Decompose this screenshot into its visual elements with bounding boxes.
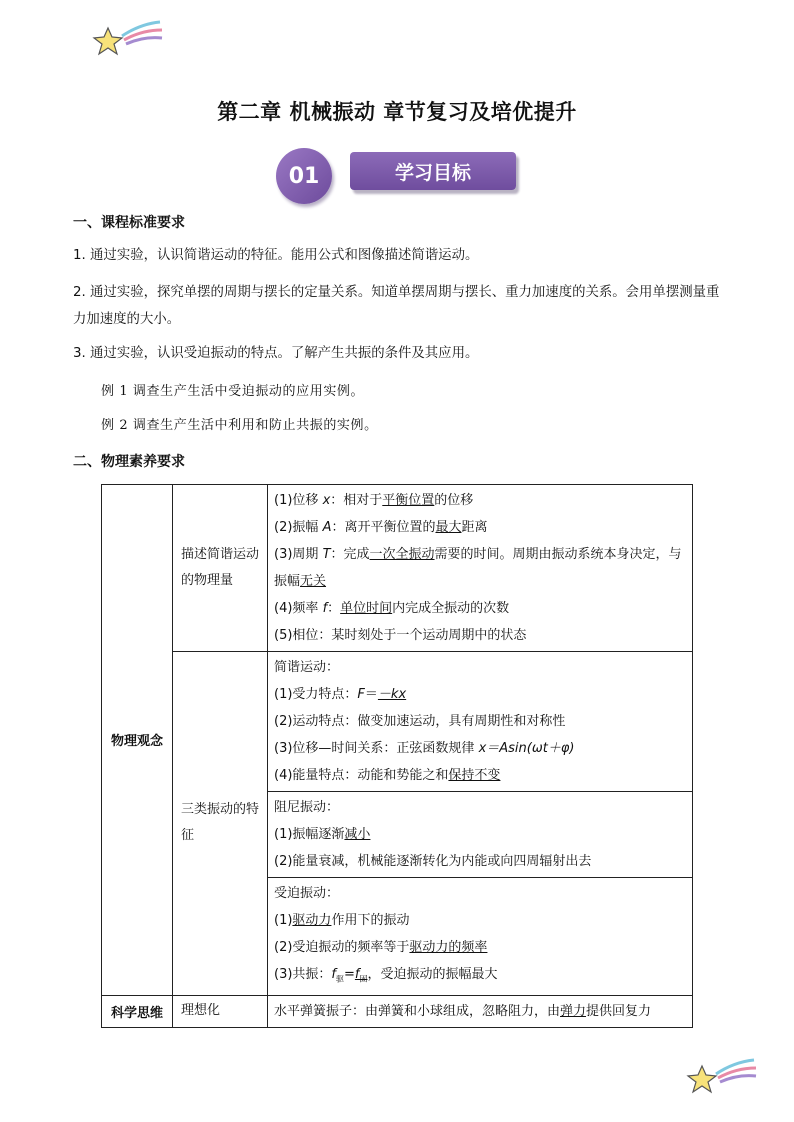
list-item: (3)位移—时间关系：正弦函数规律 x＝Asin(ωt＋φ): [274, 741, 575, 756]
list-item: (1)位移 x：相对于平衡位置的位移: [274, 493, 474, 508]
list-item: 受迫振动：: [274, 886, 340, 901]
content-cell: [268, 995, 693, 1027]
star-icon: [686, 1056, 758, 1098]
list-item: 阻尼振动：: [274, 800, 340, 815]
category-cell: 物理观念: [102, 485, 173, 996]
list-item: 水平弹簧振子：由弹簧和小球组成，忽略阻力，由弹力提供回复力: [274, 1003, 652, 1019]
table-row: [102, 652, 693, 792]
list-item: (2)振幅 A：离开平衡位置的最大距离: [274, 520, 488, 535]
badge-label: 学习目标: [350, 152, 516, 190]
table-row: [102, 485, 693, 652]
section2-heading: 二、物理素养要求: [73, 454, 185, 470]
list-item: (2)受迫振动的频率等于驱动力的频率: [274, 940, 488, 955]
page-title: 第二章 机械振动 章节复习及培优提升: [217, 100, 577, 124]
list-item: (3)周期 T：完成一次全振动需要的时间。周期由振动系统本身决定，与振幅无关: [274, 547, 682, 589]
list-item: (4)能量特点：动能和势能之和保持不变: [274, 768, 501, 783]
section1-heading: 一、课程标准要求: [73, 215, 185, 231]
list-item: (2)运动特点：做变加速运动，具有周期性和对称性: [274, 714, 566, 729]
subcategory-cell: 理想化: [173, 995, 268, 1027]
star-icon: [92, 18, 164, 60]
content-cell: [268, 652, 693, 792]
list-item: (3)共振：$f_驱=f_固$，受迫振动的振幅最大: [274, 967, 498, 984]
list-item: (5)相位：某时刻处于一个运动周期中的状态: [274, 628, 527, 643]
table-row: [102, 995, 693, 1027]
example-2: 例 2 调查生产生活中利用和防止共振的实例。: [101, 418, 378, 433]
content-cell: [268, 878, 693, 996]
content-cell: [268, 485, 693, 652]
list-item: (2)能量衰减，机械能逐渐转化为内能或向四周辐射出去: [274, 854, 592, 869]
category-cell: 科学思维: [102, 995, 173, 1027]
list-item: 简谐运动：: [274, 660, 340, 675]
example-1: 例 1 调查生产生活中受迫振动的应用实例。: [101, 384, 365, 399]
section-badge: [276, 148, 520, 204]
subcategory-cell: 描述简谐运动的物理量: [173, 485, 268, 652]
list-item: (4)频率 f：单位时间内完成全振动的次数: [274, 601, 510, 616]
standard-item-1: 1. 通过实验，认识简谐运动的特征。能用公式和图像描述简谐运动。: [73, 248, 479, 263]
literacy-table: [101, 484, 693, 1028]
list-item: (1)受力特点：F＝－kx: [274, 687, 407, 702]
content-cell: [268, 792, 693, 878]
standard-item-2: 2. 通过实验，探究单摆的周期与摆长的定量关系。知道单摆周期与摆长、重力加速度的关系。会用单摆测量重力加速度的大小。: [73, 285, 720, 327]
list-item: (1)驱动力作用下的振动: [274, 913, 410, 928]
badge-number: 01: [276, 148, 332, 204]
list-item: (1)振幅逐渐减小: [274, 827, 371, 842]
subcategory-cell: 三类振动的特征: [173, 652, 268, 996]
standard-item-3: 3. 通过实验，认识受迫振动的特点。了解产生共振的条件及其应用。: [73, 346, 479, 361]
